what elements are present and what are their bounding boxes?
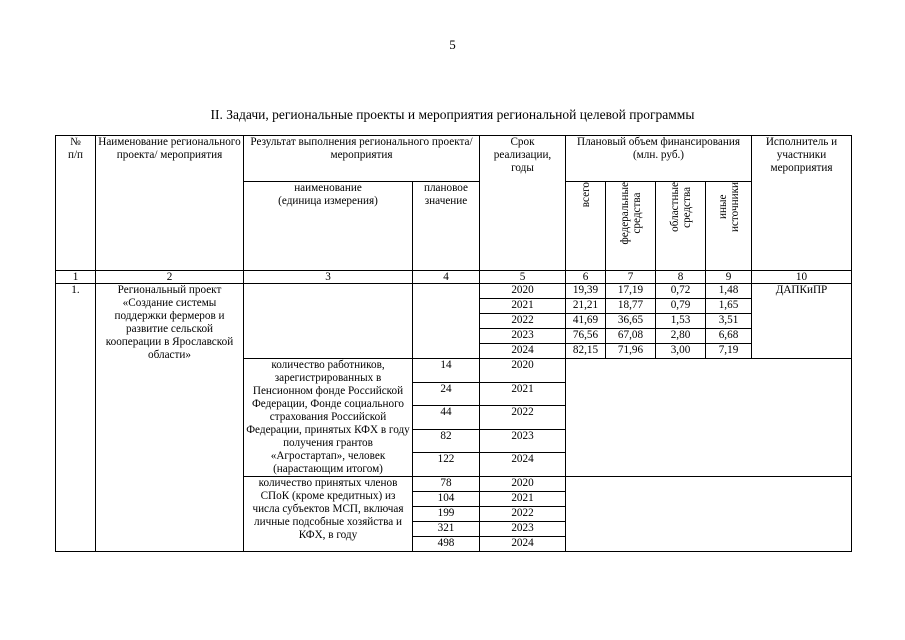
financing-federal: 67,08 [606,329,656,344]
column-number-7: 7 [606,271,656,284]
indicator-value: 199 [413,507,480,522]
financing-other: 6,68 [706,329,752,344]
financing-total: 19,39 [566,284,606,299]
financing-federal: 18,77 [606,299,656,314]
indicator-year: 2023 [480,429,566,453]
financing-regional: 2,80 [656,329,706,344]
financing-year: 2023 [480,329,566,344]
indicator-value: 78 [413,477,480,492]
financing-other: 7,19 [706,344,752,359]
financing-other: 1,48 [706,284,752,299]
financing-regional: 0,72 [656,284,706,299]
financing-total: 76,56 [566,329,606,344]
indicator-value: 14 [413,359,480,383]
indicator-value: 321 [413,522,480,537]
indicator-financing-empty [566,477,852,552]
indicator-value: 44 [413,406,480,430]
project-value-empty [413,284,480,359]
column-numbers-row [56,271,852,284]
indicator-name: количество работников, зарегистрированных в Пенсионном фонде Российской Федерации, Фонде социального страхования Российской Федерации, принятых КФХ в году получения грантов «Агростартап», человек (нарастающим итогом) [244,359,413,477]
column-number-8: 8 [656,271,706,284]
column-number-2: 2 [96,271,244,284]
financing-total: 21,21 [566,299,606,314]
financing-other: 3,51 [706,314,752,329]
header-indicator-name: наименование (единица измерения) [244,182,413,271]
indicator-value: 498 [413,537,480,552]
project-name: Региональный проект «Создание системы поддержки фермеров и развитие сельской кооперации в Ярославской области» [96,284,244,552]
financing-regional: 0,79 [656,299,706,314]
column-number-10: 10 [752,271,852,284]
header-financing: Плановый объем финансирования (млн. руб.) [566,136,752,182]
indicator-year: 2020 [480,359,566,383]
header-executor: Исполнитель и участники мероприятия [752,136,852,271]
indicator-financing-empty [566,359,852,477]
financing-federal: 17,19 [606,284,656,299]
financing-regional: 1,53 [656,314,706,329]
indicator-value: 104 [413,492,480,507]
header-result: Результат выполнения регионального проекта/ мероприятия [244,136,480,182]
indicator-year: 2022 [480,507,566,522]
financing-regional: 3,00 [656,344,706,359]
indicator-year: 2024 [480,537,566,552]
header-name: Наименование регионального проекта/ мероприятия [96,136,244,271]
section-title: II. Задачи, региональные проекты и мероприятия региональной целевой программы [210,107,695,122]
financing-year: 2020 [480,284,566,299]
header-other: иные источники [706,182,752,271]
column-number-3: 3 [244,271,413,284]
indicator-year: 2024 [480,453,566,477]
indicator-year: 2021 [480,492,566,507]
financing-federal: 71,96 [606,344,656,359]
column-number-9: 9 [706,271,752,284]
financing-total: 82,15 [566,344,606,359]
header-row-top [56,136,852,182]
indicator-value: 24 [413,382,480,406]
column-number-6: 6 [566,271,606,284]
header-regional: областные средства [656,182,706,271]
project-executor: ДАПКиПР [752,284,852,359]
financing-federal: 36,65 [606,314,656,329]
column-number-4: 4 [413,271,480,284]
header-federal: федеральные средства [606,182,656,271]
indicator-year: 2023 [480,522,566,537]
indicator-year: 2022 [480,406,566,430]
header-total: всего [566,182,606,271]
header-term: Срок реализации, годы [480,136,566,271]
program-table [55,135,852,552]
financing-year: 2024 [480,344,566,359]
page-number: 5 [449,37,456,52]
indicator-year: 2020 [480,477,566,492]
project-number: 1. [56,284,96,552]
indicator-value: 122 [413,453,480,477]
financing-year: 2021 [480,299,566,314]
financing-total: 41,69 [566,314,606,329]
indicator-name: количество принятых членов СПоК (кроме кредитных) из числа субъектов МСП, включая личные подсобные хозяйства и КФХ, в году [244,477,413,552]
table-row [56,284,852,299]
project-indicator-empty [244,284,413,359]
indicator-year: 2021 [480,382,566,406]
financing-year: 2022 [480,314,566,329]
header-num: № п/п [56,136,96,271]
header-plan-value: плановое значение [413,182,480,271]
column-number-5: 5 [480,271,566,284]
indicator-value: 82 [413,429,480,453]
column-number-1: 1 [56,271,96,284]
financing-other: 1,65 [706,299,752,314]
